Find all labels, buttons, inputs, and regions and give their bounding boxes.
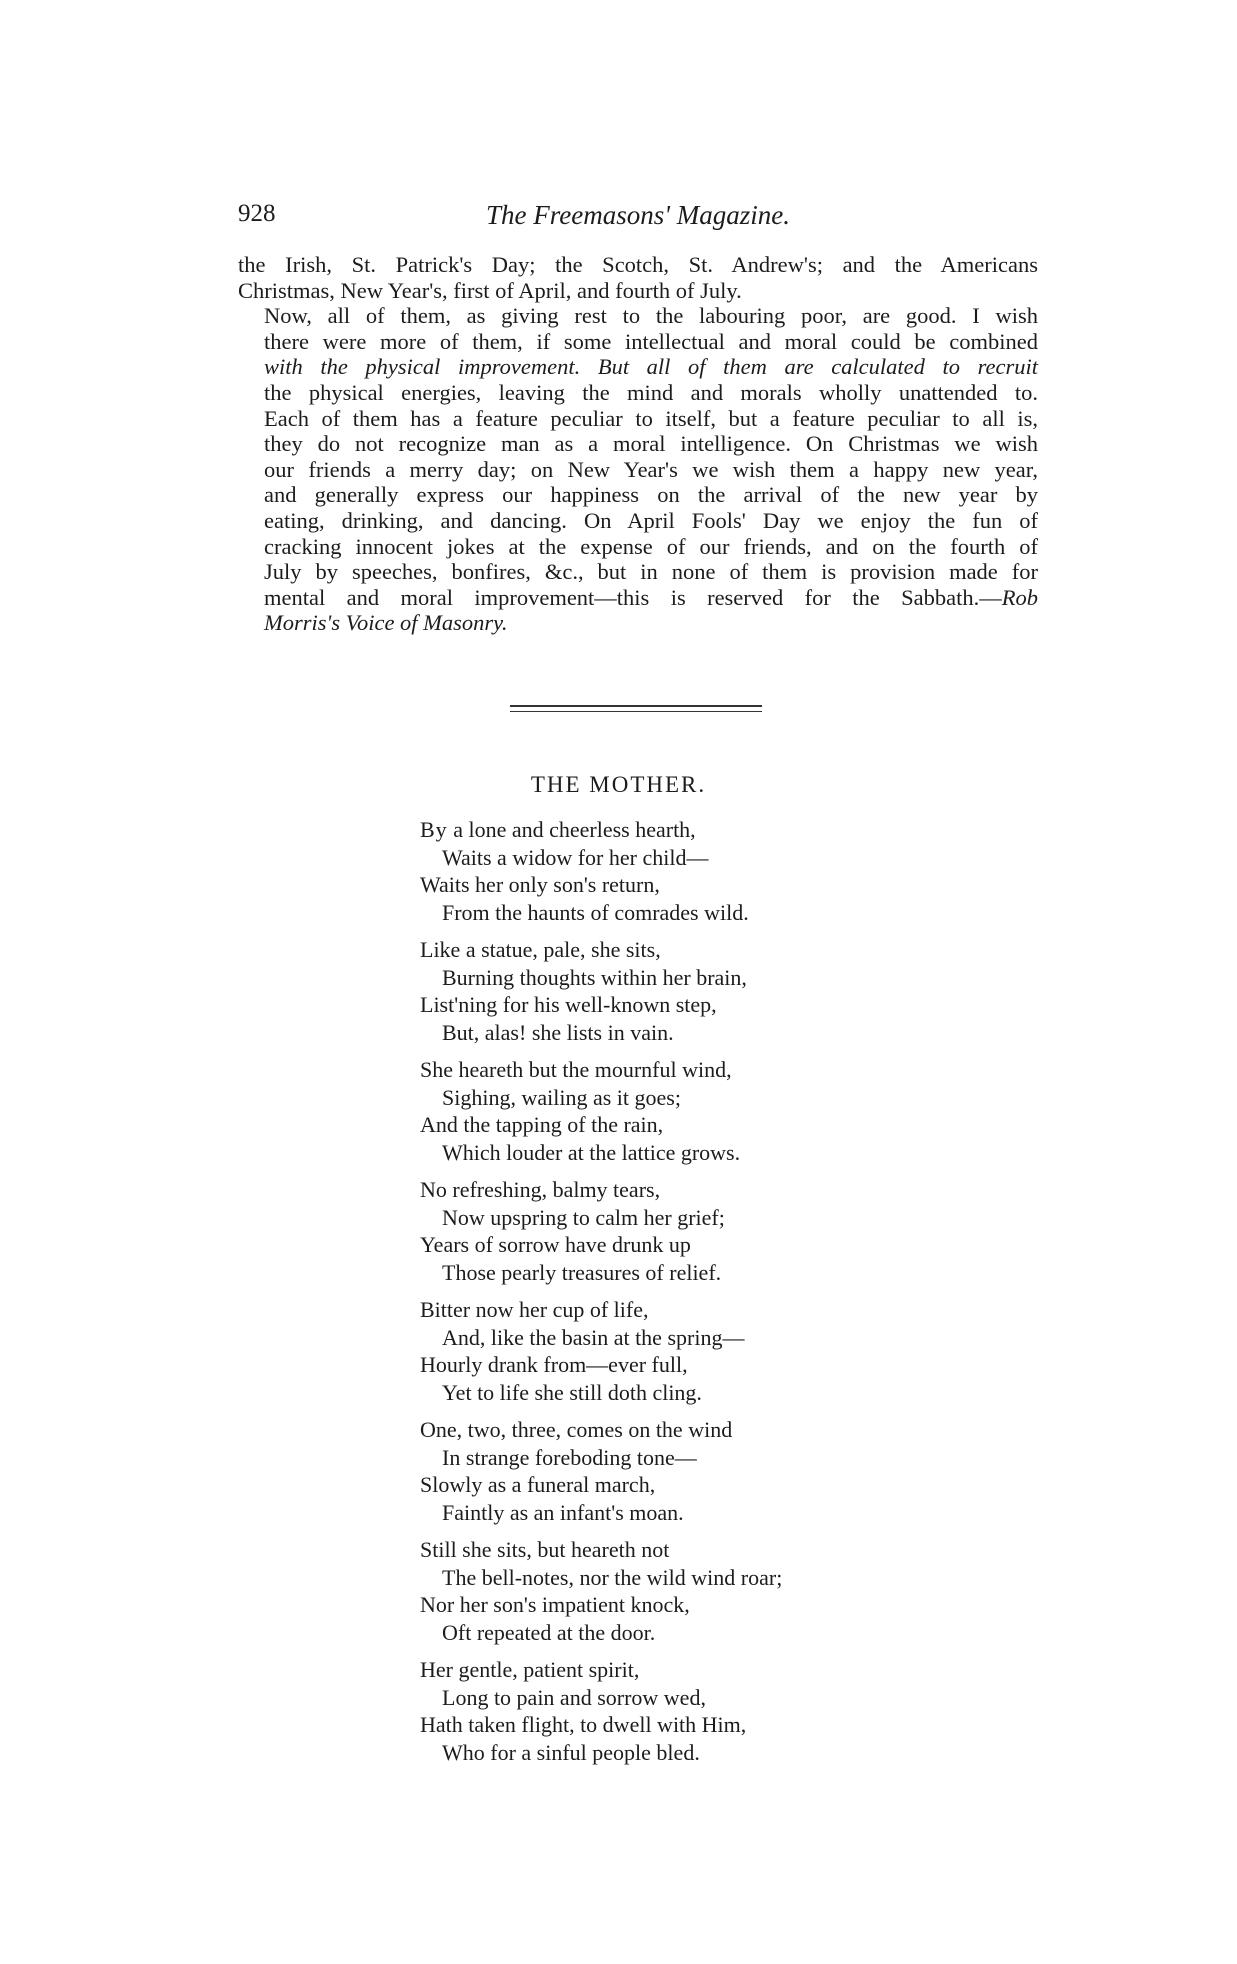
divider-rule [510, 705, 762, 707]
page-number: 928 [238, 200, 276, 227]
stanza [420, 1056, 940, 1166]
prose-line: July by speeches, bonfires, &c., but in none of them is provision made for [264, 559, 1038, 585]
prose-line-with-attribution [238, 585, 1038, 611]
verse-line: From the haunts of comrades wild. [442, 899, 749, 925]
verse-line: The bell-notes, nor the wild wind roar; [442, 1564, 783, 1590]
stanza [420, 1296, 940, 1406]
prose-line: Christmas, New Year's, first of April, and fourth of July. [238, 277, 742, 303]
prose-line: there were more of them, if some intellectual and moral could be combined [264, 328, 1038, 354]
verse-line: Burning thoughts within her brain, [442, 964, 747, 990]
stanza [420, 1536, 940, 1646]
prose-line: Now, all of them, as giving rest to the labouring poor, are good. I wish [264, 303, 1038, 329]
verse-line: Years of sorrow have drunk up [420, 1232, 691, 1257]
stanza [420, 1656, 940, 1766]
verse-line: Like a statue, pale, she sits, [420, 937, 661, 962]
verse-line: Those pearly treasures of relief. [442, 1259, 722, 1285]
prose-line: they do not recognize man as a moral intelligence. On Christmas we wish [264, 431, 1038, 457]
poem [420, 816, 940, 1776]
prose-paragraph-2 [238, 303, 1038, 636]
section-divider [510, 705, 762, 716]
prose-line: Each of them has a feature peculiar to itself, but a feature peculiar to all is, [264, 405, 1038, 431]
prose-line-text: mental and moral improvement—this is reserved for the Sabbath.— [264, 584, 1002, 610]
prose-line: and generally express our happiness on the arrival of the new year by [264, 482, 1038, 508]
verse-line: Hourly drank from—ever full, [420, 1352, 688, 1377]
prose-paragraph-1 [238, 252, 1038, 303]
verse-line: Hath taken flight, to dwell with Him, [420, 1712, 747, 1737]
stanza [420, 1416, 940, 1526]
prose-line: the physical energies, leaving the mind and morals wholly unattended to. [264, 379, 1038, 405]
stanza [420, 1176, 940, 1286]
verse-line: Bitter now her cup of life, [420, 1297, 649, 1322]
verse-line: Long to pain and sorrow wed, [442, 1684, 706, 1710]
verse-line: No refreshing, balmy tears, [420, 1177, 661, 1202]
verse-line: Sighing, wailing as it goes; [442, 1084, 681, 1110]
prose-line: with the physical improvement. But all of them are calculated to recruit [264, 354, 1038, 380]
verse-line: She heareth but the mournful wind, [420, 1057, 732, 1082]
verse-line: And the tapping of the rain, [420, 1112, 664, 1137]
verse-line: Nor her son's impatient knock, [420, 1592, 690, 1617]
prose-line: our friends a merry day; on New Year's we wish them a happy new year, [264, 456, 1038, 482]
prose-line: eating, drinking, and dancing. On April Fools' Day we enjoy the fun of [264, 507, 1038, 533]
running-title: The Freemasons' Magazine. [486, 200, 790, 230]
verse-text: a lone and cheerless hearth, [447, 817, 696, 842]
verse-line: Which louder at the lattice grows. [442, 1139, 741, 1165]
divider-rule [510, 711, 762, 713]
verse-line: One, two, three, comes on the wind [420, 1417, 733, 1442]
page-header [238, 200, 1038, 240]
stanza [420, 936, 940, 1046]
verse-line: Who for a sinful people bled. [442, 1739, 700, 1765]
first-word: By [420, 817, 448, 842]
prose-line: the Irish, St. Patrick's Day; the Scotch, St. Andrew's; and the Americans [238, 252, 1038, 277]
verse-line: Oft repeated at the door. [442, 1619, 656, 1645]
verse-line: Now upspring to calm her grief; [442, 1204, 725, 1230]
prose-line: cracking innocent jokes at the expense of our friends, and on the fourth of [264, 533, 1038, 559]
verse-line: Her gentle, patient spirit, [420, 1657, 640, 1682]
verse-line: Waits her only son's return, [420, 872, 660, 897]
verse-line: List'ning for his well-known step, [420, 992, 717, 1017]
verse-line: But, alas! she lists in vain. [442, 1019, 674, 1045]
verse-line: Waits a widow for her child— [442, 844, 709, 870]
verse-line: In strange foreboding tone— [442, 1444, 697, 1470]
attribution-start: Rob [1001, 584, 1038, 610]
attribution-end: Morris's Voice of Masonry. [264, 610, 508, 636]
verse-line: And, like the basin at the spring— [442, 1324, 745, 1350]
verse-line: Faintly as an infant's moan. [442, 1499, 684, 1525]
verse-line: Yet to life she still doth cling. [442, 1379, 702, 1405]
verse-line: Slowly as a funeral march, [420, 1472, 656, 1497]
verse-line [420, 816, 940, 844]
prose-text [238, 252, 1038, 636]
poem-title: THE MOTHER. [530, 772, 707, 797]
verse-line: Still she sits, but heareth not [420, 1537, 670, 1562]
stanza [420, 816, 940, 926]
